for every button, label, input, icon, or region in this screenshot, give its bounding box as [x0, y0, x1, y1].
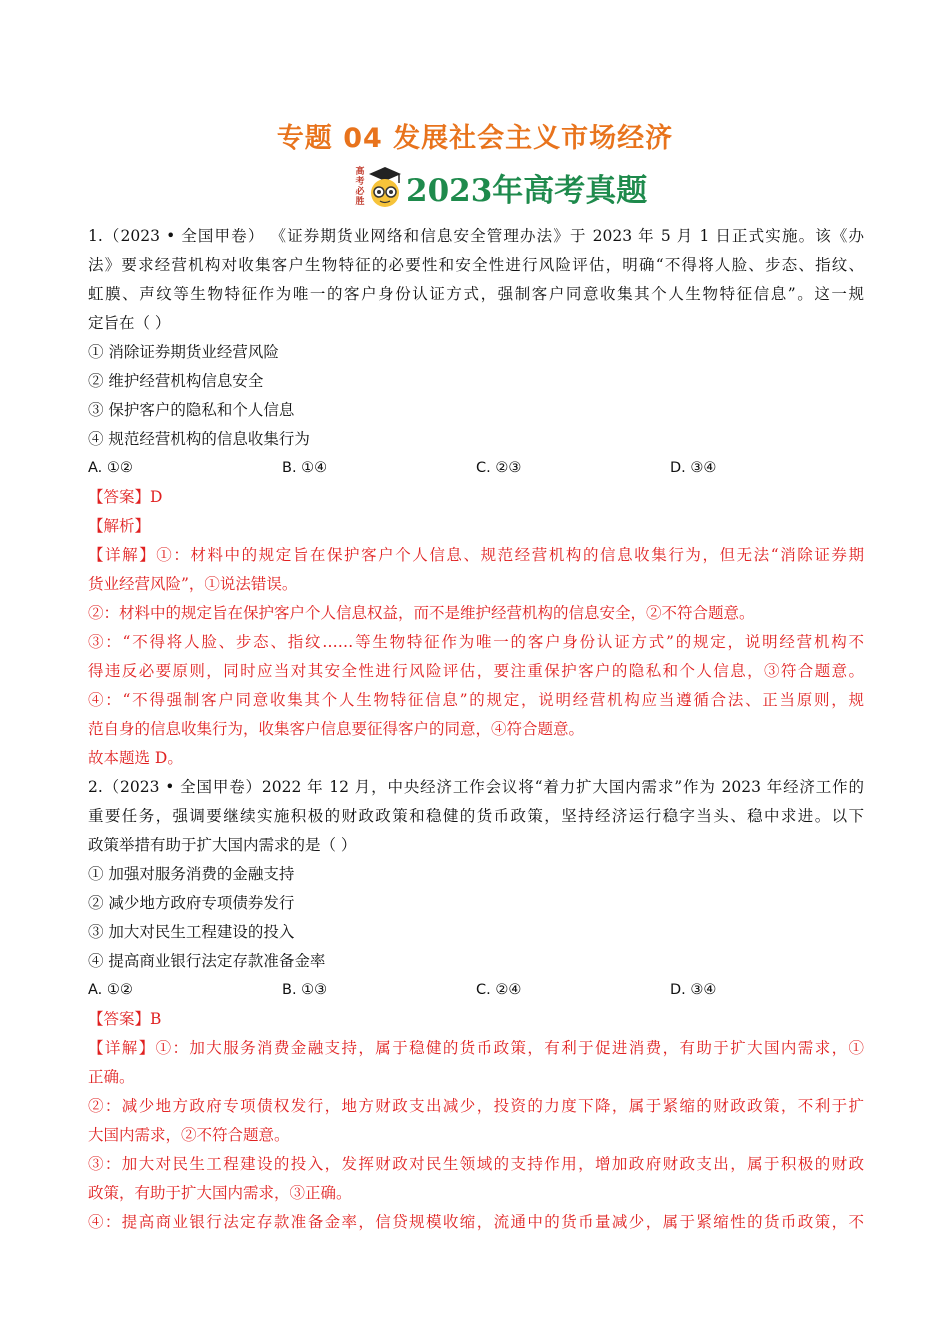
option-c: C. ②④	[476, 982, 522, 998]
option-b: B. ①③	[282, 982, 328, 998]
detail-line: ②：减少地方政府专项债权发行，地方财政支出减少，投资的力度下降，属于紧缩的财政政策，不利于扩	[88, 1097, 864, 1115]
statement-item: ② 减少地方政府专项债券发行	[88, 894, 295, 912]
analysis-label: 【解析】	[88, 517, 151, 535]
answer-options	[88, 976, 864, 1005]
detail-line: ④：“不得强制客户同意收集其个人生物特征信息”的规定，说明经营机构应当遵循合法、正当原则，规	[88, 691, 864, 709]
detail-line: ④：提高商业银行法定存款准备金率，信贷规模收缩，流通中的货币量减少，属于紧缩性的货币政策，不	[88, 1213, 864, 1231]
option-d: D. ③④	[670, 460, 717, 476]
statement-item: ④ 规范经营机构的信息收集行为	[88, 430, 310, 448]
question-stem-line: 1.（2023 • 全国甲卷） 《证券期货业网络和信息安全管理办法》于 2023 年 5 月 1 日正式实施。该《办	[88, 227, 864, 245]
detail-line: 正确。	[88, 1068, 135, 1086]
statement-item: ④ 提高商业银行法定存款准备金率	[88, 952, 326, 970]
answer-options	[88, 454, 864, 483]
option-c: C. ②③	[476, 460, 522, 476]
question-stem-line: 政策举措有助于扩大国内需求的是（ ）	[88, 836, 357, 854]
question-stem-line: 虹膜、声纹等生物特征作为唯一的客户身份认证方式，强制客户同意收集其个人生物特征信息”。这一规	[88, 285, 864, 303]
graduate-owl-icon	[368, 165, 402, 209]
statement-item: ② 维护经营机构信息安全	[88, 372, 264, 390]
detail-line: ②：材料中的规定旨在保护客户个人信息权益，而不是维护经营机构的信息安全，②不符合题意。	[88, 604, 755, 622]
detail-line: ③：“不得将人脸、步态、指纹……等生物特征作为唯一的客户身份认证方式”的规定，说明经营机构不	[88, 633, 864, 651]
question-stem-line: 法》要求经营机构对收集客户生物特征的必要性和安全性进行风险评估，明确“不得将人脸、步态、指纹、	[88, 256, 864, 274]
question-content	[88, 222, 864, 1237]
banner-side-text: 高考必胜	[355, 167, 365, 207]
question-2	[88, 773, 864, 1237]
detail-line: 【详解】①：材料中的规定旨在保护客户个人信息、规范经营机构的信息收集行为，但无法“消除证券期	[88, 546, 864, 564]
detail-line: 大国内需求，②不符合题意。	[88, 1126, 290, 1144]
answer-label: 【答案】D	[88, 488, 163, 506]
banner-title: 2023年高考真题	[406, 172, 648, 209]
detail-line: 货业经营风险”，①说法错误。	[88, 575, 298, 593]
statement-item: ③ 保护客户的隐私和个人信息	[88, 401, 295, 419]
statement-item: ① 加强对服务消费的金融支持	[88, 865, 295, 883]
question-stem-line: 定旨在（ ）	[88, 314, 171, 332]
answer-label: 【答案】B	[88, 1010, 162, 1028]
detail-line: ③：加大对民生工程建设的投入，发挥财政对民生领域的支持作用，增加政府财政支出，属于积极的财政	[88, 1155, 864, 1173]
exam-banner	[354, 162, 647, 212]
detail-line: 范自身的信息收集行为，收集客户信息要征得客户的同意，④符合题意。	[88, 720, 585, 738]
question-1	[88, 222, 864, 773]
question-stem-line: 重要任务，强调要继续实施积极的财政政策和稳健的货币政策，坚持经济运行稳字当头、稳中求进。以下	[88, 807, 864, 825]
option-a: A. ①②	[88, 460, 133, 476]
statement-item: ① 消除证券期货业经营风险	[88, 343, 279, 361]
question-stem-line: 2.（2023 • 全国甲卷）2022 年 12 月，中央经济工作会议将“着力扩大国内需求”作为 2023 年经济工作的	[88, 778, 864, 796]
detail-line: 得违反必要原则，同时应当对其安全性进行风险评估，要注重保护客户的隐私和个人信息，③符合题意。	[88, 662, 864, 680]
detail-line: 政策，有助于扩大国内需求，③正确。	[88, 1184, 352, 1202]
option-b: B. ①④	[282, 460, 328, 476]
option-a: A. ①②	[88, 982, 133, 998]
detail-line: 【详解】①：加大服务消费金融支持，属于稳健的货币政策，有利于促进消费，有助于扩大国内需求，①	[88, 1039, 864, 1057]
detail-line: 故本题选 D。	[88, 749, 183, 767]
statement-item: ③ 加大对民生工程建设的投入	[88, 923, 295, 941]
page-title: 专题 04 发展社会主义市场经济	[276, 123, 674, 154]
option-d: D. ③④	[670, 982, 717, 998]
